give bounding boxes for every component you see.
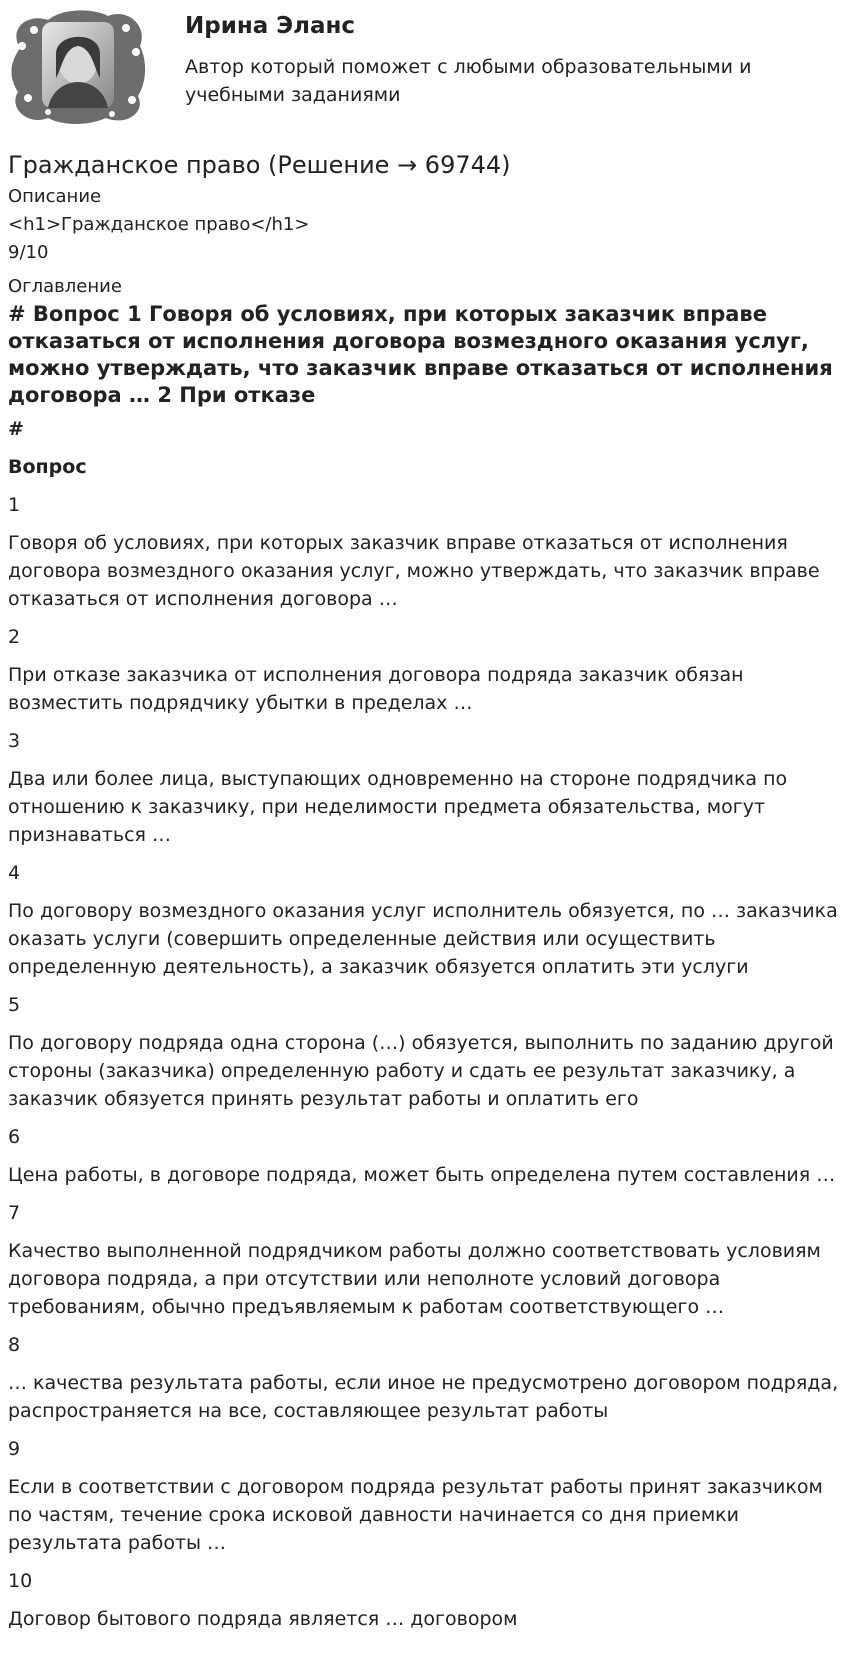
- question-number: 9: [8, 1438, 21, 1460]
- page-title: Гражданское право (Решение → 69744): [8, 151, 511, 179]
- author-description: Автор который поможет с любыми образовательными и учебными заданиями: [185, 56, 752, 106]
- question-text: Качество выполненной подрядчиком работы должно соответствовать условиям договора подряда, а при отсутствии или неполноте условий договора требованиям, обычно предъявляемым к работам соответствующего …: [8, 1240, 821, 1318]
- question-text: По договору подряда одна сторона (…) обязуется, выполнить по заданию другой стороны (заказчика) определенную работу и сдать ее результат заказчику, а заказчик обязуется принять результат работы и оплатить его: [8, 1032, 834, 1110]
- toc-heading: # Вопрос 1 Говоря об условиях, при которых заказчик вправе отказаться от исполнения договора возмездного оказания услуг, можно утверждать, что заказчик вправе отказаться от исполнения договора … 2 При отказе: [8, 302, 833, 407]
- question-number: 1: [8, 494, 21, 516]
- question-text: Цена работы, в договоре подряда, может быть определена путем составления …: [8, 1164, 836, 1186]
- question-number: 2: [8, 626, 21, 648]
- description-label: Описание: [8, 186, 102, 207]
- question-number: 6: [8, 1126, 21, 1148]
- score: 9/10: [8, 242, 49, 263]
- question-number: 8: [8, 1334, 21, 1356]
- question-text: Два или более лица, выступающих одновременно на стороне подрядчика по отношению к заказчику, при неделимости предмета обязательства, могут признаваться …: [8, 768, 788, 846]
- question-text: При отказе заказчика от исполнения договора подряда заказчик обязан возместить подрядчику убытки в пределах …: [8, 664, 744, 714]
- toc-label: Оглавление: [8, 276, 122, 297]
- question-text: … качества результата работы, если иное не предусмотрено договором подряда, распространяется на все, составляющее результат работы: [8, 1372, 839, 1422]
- main-content: [8, 145, 840, 1643]
- author-card: [8, 8, 838, 128]
- hash-heading: #: [8, 418, 24, 440]
- question-number: 7: [8, 1202, 21, 1224]
- question-text: Говоря об условиях, при которых заказчик вправе отказаться от исполнения договора возмездного оказания услуг, можно утверждать, что заказчик вправе отказаться от исполнения договора …: [8, 532, 820, 610]
- author-avatar: [8, 8, 148, 126]
- question-text: По договору возмездного оказания услуг исполнитель обязуется, по … заказчика оказать услуги (совершить определенные действия или осуществить определенную деятельность), а заказчик обязуется оплатить эти услуги: [8, 900, 838, 978]
- author-name: Ирина Эланс: [185, 13, 356, 39]
- question-number: 4: [8, 862, 21, 884]
- question-number: 3: [8, 730, 21, 752]
- question-number: 5: [8, 994, 21, 1016]
- question-text: Если в соответствии с договором подряда результат работы принят заказчиком по частям, течение срока исковой давности начинается со дня приемки результата работы …: [8, 1476, 823, 1554]
- question-text: Договор бытового подряда является … договором: [8, 1608, 518, 1630]
- question-number: 10: [8, 1570, 33, 1592]
- question-list: [8, 491, 840, 1633]
- description-code: <h1>Гражданское право</h1>: [8, 214, 310, 235]
- question-label: Вопрос: [8, 456, 87, 478]
